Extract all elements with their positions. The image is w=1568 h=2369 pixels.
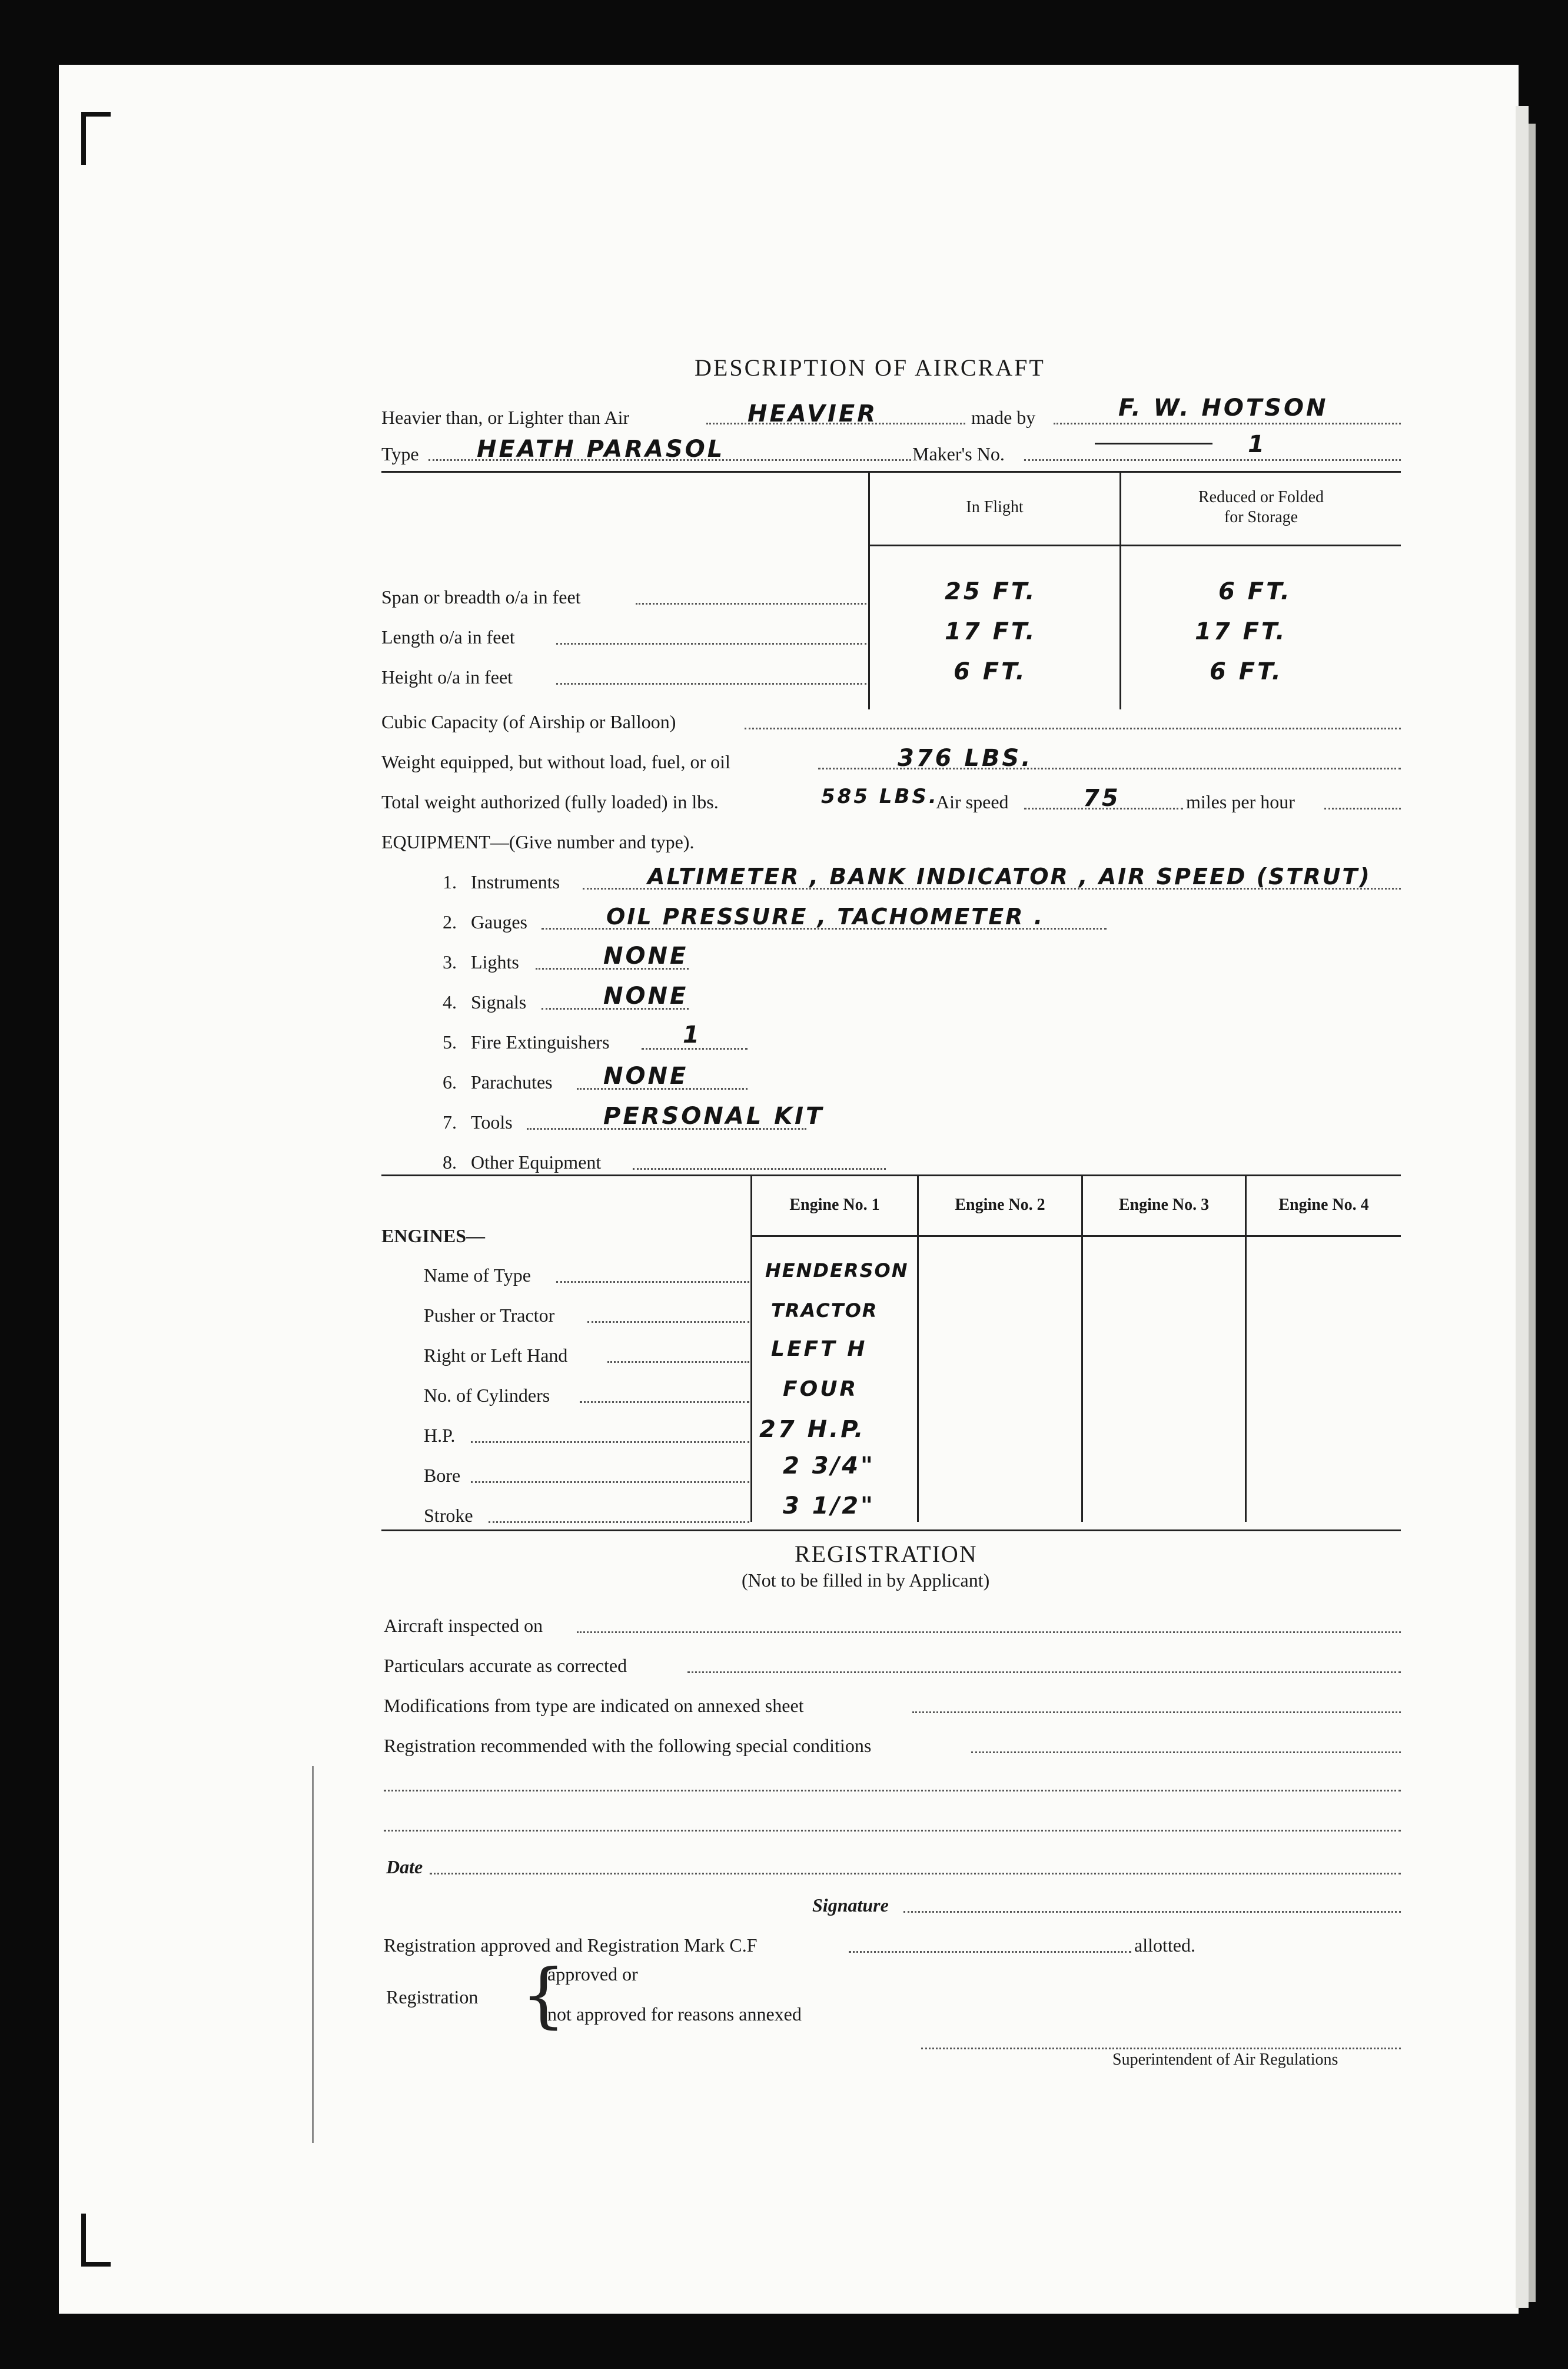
equip-value-7: PERSONAL KIT	[603, 1103, 825, 1130]
page-edge-shadow	[1529, 124, 1536, 2302]
dim-dots-height	[556, 683, 866, 685]
eng-header-rule	[750, 1235, 1401, 1237]
eng-col-line-2	[917, 1174, 919, 1522]
equip-value-4: NONE	[603, 983, 689, 1010]
engine-col-1: Engine No. 1	[789, 1196, 880, 1214]
dim-inflight-height: 6 FT.	[954, 658, 1027, 685]
eng-col-line-1	[750, 1174, 752, 1522]
equip-value-2: OIL PRESSURE , TACHOMETER .	[606, 904, 1045, 930]
modifications-label: Modifications from type are indicated on annexed sheet	[384, 1695, 804, 1716]
col-reduced-line1: Reduced or Folded	[1198, 488, 1324, 506]
inspected-dots	[577, 1631, 1401, 1633]
air-speed-label: Air speed	[936, 791, 1009, 812]
page-edge	[1516, 106, 1529, 2308]
particulars-dots	[687, 1671, 1401, 1673]
conditions-line-2	[384, 1830, 1401, 1832]
approved-or: approved or	[547, 1963, 638, 1985]
total-weight-label: Total weight authorized (fully loaded) in lbs.	[381, 791, 719, 812]
recommended-label: Registration recommended with the following special conditions	[384, 1735, 872, 1756]
engine-col-4: Engine No. 4	[1278, 1196, 1369, 1214]
eng-dots-hp	[471, 1441, 749, 1443]
total-weight-value: 585 LBS.	[821, 785, 939, 808]
type-label: Type	[381, 443, 419, 464]
mph-label: miles per hour	[1186, 791, 1295, 812]
made-by-dots	[1054, 423, 1401, 424]
crop-mark-top-left-h	[81, 112, 111, 117]
equip-value-1: ALTIMETER , BANK INDICATOR , AIR SPEED (STRUT)	[647, 864, 1371, 890]
eng-label-bore: Bore	[424, 1465, 461, 1486]
equip-num-2: 2.	[443, 911, 457, 933]
air-speed-value: 75	[1083, 785, 1121, 812]
recommended-dots	[971, 1751, 1401, 1753]
inspected-label: Aircraft inspected on	[384, 1615, 543, 1636]
col-in-flight: In Flight	[966, 498, 1024, 516]
type-value: HEATH PARASOL	[477, 436, 725, 463]
equip-num-4: 4.	[443, 991, 457, 1013]
equip-num-7: 7.	[443, 1111, 457, 1133]
superintendent-dots	[921, 2048, 1401, 2049]
equip-value-3: NONE	[603, 943, 689, 970]
eng-e1-hp: 27 H.P.	[759, 1416, 866, 1443]
eng-dots-pusher	[587, 1321, 749, 1323]
dim-dots-length	[556, 643, 866, 645]
eng-dots-type	[556, 1281, 749, 1283]
registration-label: Registration	[386, 1986, 479, 2008]
eng-label-cyl: No. of Cylinders	[424, 1385, 550, 1406]
equip-num-3: 3.	[443, 951, 457, 973]
eng-dots-bore	[471, 1481, 749, 1483]
col-reduced	[1121, 487, 1401, 527]
page-crease	[312, 1766, 314, 2143]
eng-col-line-3	[1081, 1174, 1083, 1522]
registration-sub: (Not to be filled in by Applicant)	[742, 1570, 990, 1591]
weight-value: 376 LBS.	[898, 745, 1033, 772]
mph-dots	[1324, 808, 1401, 809]
not-approved: not approved for reasons annexed	[547, 2003, 802, 2025]
made-by-label: made by	[971, 407, 1036, 428]
made-by-value: F. W. HOTSON	[1118, 394, 1328, 422]
weight-label: Weight equipped, but without load, fuel, or oil	[381, 751, 730, 772]
eng-e1-pusher: TRACTOR	[771, 1299, 878, 1322]
col-reduced-line2: for Storage	[1224, 507, 1298, 526]
dim-label-span: Span or breadth o/a in feet	[381, 586, 581, 608]
eng-col-line-4	[1245, 1174, 1247, 1522]
dim-storage-height: 6 FT.	[1210, 658, 1283, 685]
equip-num-1: 1.	[443, 871, 457, 892]
mark-dots	[849, 1951, 1131, 1953]
approved-mark-label: Registration approved and Registration Mark C.F	[384, 1935, 758, 1956]
dim-inflight-length: 17 FT.	[945, 618, 1037, 645]
eng-e1-bore: 2 3/4"	[783, 1452, 875, 1479]
makers-no-dots	[1024, 459, 1401, 461]
crop-mark-bottom-left	[81, 2214, 86, 2267]
allotted-label: allotted.	[1134, 1935, 1195, 1956]
form-title: DESCRIPTION OF AIRCRAFT	[695, 354, 1045, 381]
rule-top	[381, 471, 1401, 473]
makers-no-dash	[1095, 443, 1212, 444]
eng-label-pusher: Pusher or Tractor	[424, 1305, 555, 1326]
cubic-dots	[745, 728, 1401, 729]
registration-title: REGISTRATION	[795, 1541, 978, 1567]
dim-label-height: Height o/a in feet	[381, 666, 513, 688]
eng-e1-stroke: 3 1/2"	[783, 1492, 875, 1519]
makers-no-value: 1	[1248, 431, 1267, 458]
engines-label: ENGINES—	[381, 1225, 486, 1246]
makers-no-label: Maker's No.	[912, 443, 1005, 464]
equip-label-1: Instruments	[471, 871, 560, 892]
date-dots	[430, 1873, 1401, 1874]
heavier-value: HEAVIER	[748, 400, 878, 427]
dim-label-length: Length o/a in feet	[381, 626, 515, 648]
dim-storage-length: 17 FT.	[1195, 618, 1287, 645]
equip-label-4: Signals	[471, 991, 527, 1013]
engine-col-3: Engine No. 3	[1118, 1196, 1210, 1214]
equip-num-5: 5.	[443, 1031, 457, 1053]
crop-mark-bottom-left-h	[81, 2262, 111, 2267]
date-label: Date	[386, 1856, 423, 1877]
dim-header-rule	[868, 545, 1401, 546]
engine-col-2: Engine No. 2	[955, 1196, 1045, 1214]
equip-value-6: NONE	[603, 1063, 689, 1090]
rule-engines	[381, 1529, 1401, 1531]
dim-inflight-span: 25 FT.	[945, 578, 1037, 605]
rule-equipment	[381, 1174, 1401, 1176]
equip-label-3: Lights	[471, 951, 519, 973]
dim-storage-span: 6 FT.	[1218, 578, 1292, 605]
eng-e1-type: HENDERSON	[765, 1259, 909, 1282]
modifications-dots	[912, 1711, 1401, 1713]
registration-brace: {	[521, 1955, 566, 2036]
eng-dots-hand	[607, 1361, 749, 1363]
eng-label-hp: H.P.	[424, 1425, 456, 1446]
signature-dots	[903, 1911, 1401, 1913]
eng-dots-cyl	[580, 1401, 749, 1403]
particulars-label: Particulars accurate as corrected	[384, 1655, 627, 1676]
eng-label-type: Name of Type	[424, 1265, 531, 1286]
equip-dots-8	[633, 1168, 886, 1170]
equip-label-6: Parachutes	[471, 1071, 553, 1093]
equip-value-5: 1	[683, 1021, 702, 1049]
equip-label-2: Gauges	[471, 911, 527, 933]
equip-label-8: Other Equipment	[471, 1152, 602, 1173]
conditions-line-1	[384, 1790, 1401, 1791]
eng-label-hand: Right or Left Hand	[424, 1345, 568, 1366]
equip-label-5: Fire Extinguishers	[471, 1031, 610, 1053]
equip-num-6: 6.	[443, 1071, 457, 1093]
cubic-label: Cubic Capacity (of Airship or Balloon)	[381, 711, 676, 732]
eng-dots-stroke	[489, 1521, 749, 1523]
equip-label-7: Tools	[471, 1111, 513, 1133]
equipment-label: EQUIPMENT—(Give number and type).	[381, 831, 695, 852]
heavier-label: Heavier than, or Lighter than Air	[381, 407, 630, 428]
eng-e1-cyl: FOUR	[783, 1377, 859, 1401]
dim-dots-span	[636, 603, 866, 605]
eng-label-stroke: Stroke	[424, 1505, 473, 1526]
equip-num-8: 8.	[443, 1152, 457, 1173]
crop-mark-top-left	[81, 112, 86, 165]
superintendent-label: Superintendent of Air Regulations	[1112, 2051, 1338, 2069]
signature-label: Signature	[812, 1894, 889, 1916]
eng-e1-hand: LEFT H	[771, 1337, 868, 1361]
